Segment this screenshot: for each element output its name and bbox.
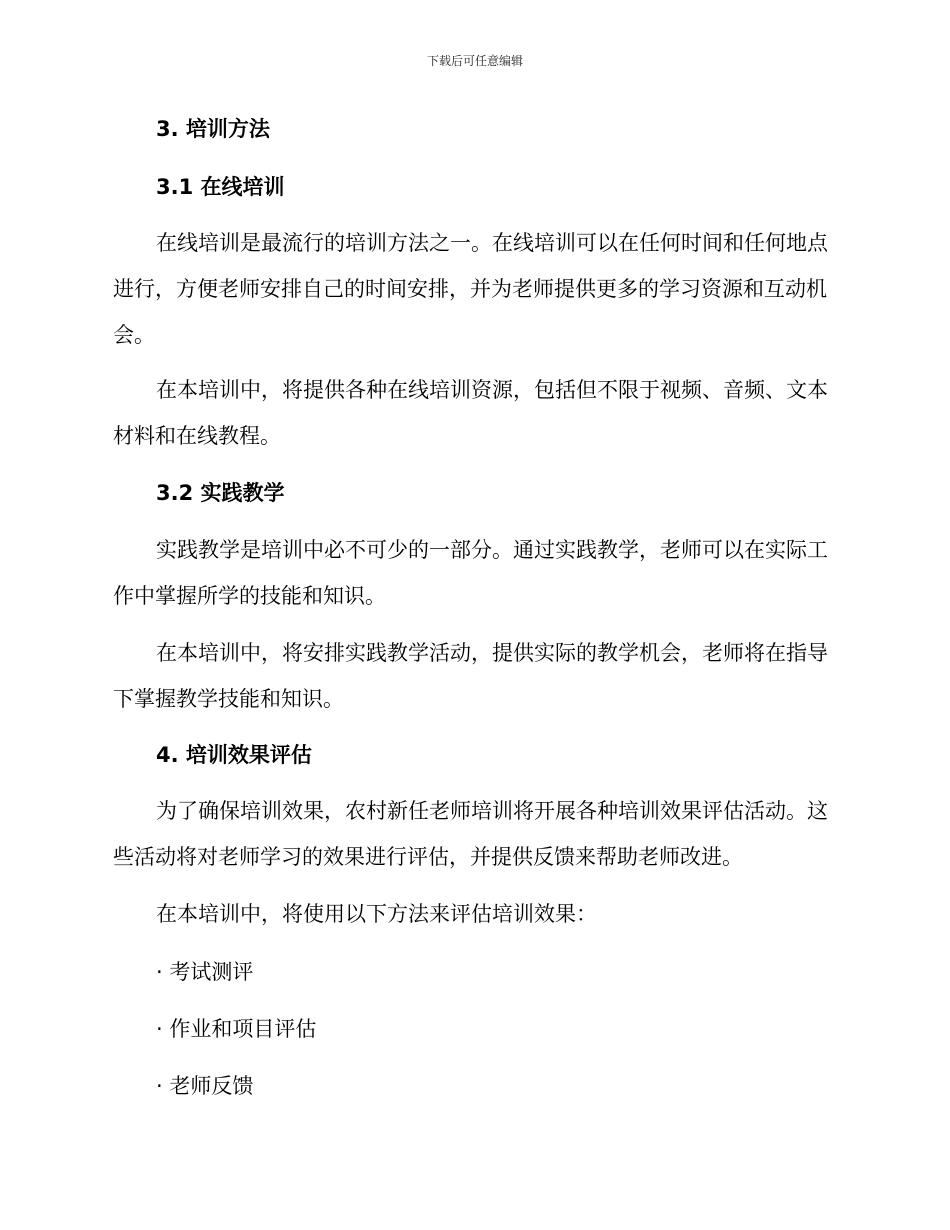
header-note: 下载后可任意编辑	[426, 54, 523, 68]
section-4-title: 4. 培训效果评估	[156, 743, 312, 767]
section-3-1-paragraph-1: 在线培训是最流行的培训方法之一。在线培训可以在任何时间和任何地点进行，方便老师安排自己的时间安排，并为老师提供更多的学习资源和互动机会。	[113, 231, 828, 347]
list-item: · 考试测评	[156, 960, 254, 984]
section-4-paragraph-1: 为了确保培训效果，农村新任老师培训将开展各种培训效果评估活动。这些活动将对老师学习的效果进行评估，并提供反馈来帮助老师改进。	[113, 799, 828, 869]
list-item: · 作业和项目评估	[156, 1017, 317, 1041]
section-4-paragraph-2: 在本培训中，将使用以下方法来评估培训效果：	[156, 902, 597, 926]
section-3-1-title: 3.1 在线培训	[156, 175, 285, 199]
section-3-1-paragraph-2: 在本培训中，将提供各种在线培训资源，包括但不限于视频、音频、文本材料和在线教程。	[113, 378, 828, 448]
section-3-2-paragraph-2: 在本培训中，将安排实践教学活动，提供实际的教学机会，老师将在指导下掌握教学技能和知识。	[113, 641, 828, 711]
list-item: · 老师反馈	[156, 1074, 254, 1098]
section-3-2-title: 3.2 实践教学	[156, 481, 285, 505]
section-3-title: 3. 培训方法	[156, 117, 270, 141]
section-3-2-paragraph-1: 实践教学是培训中必不可少的一部分。通过实践教学，老师可以在实际工作中掌握所学的技能和知识。	[113, 538, 828, 608]
